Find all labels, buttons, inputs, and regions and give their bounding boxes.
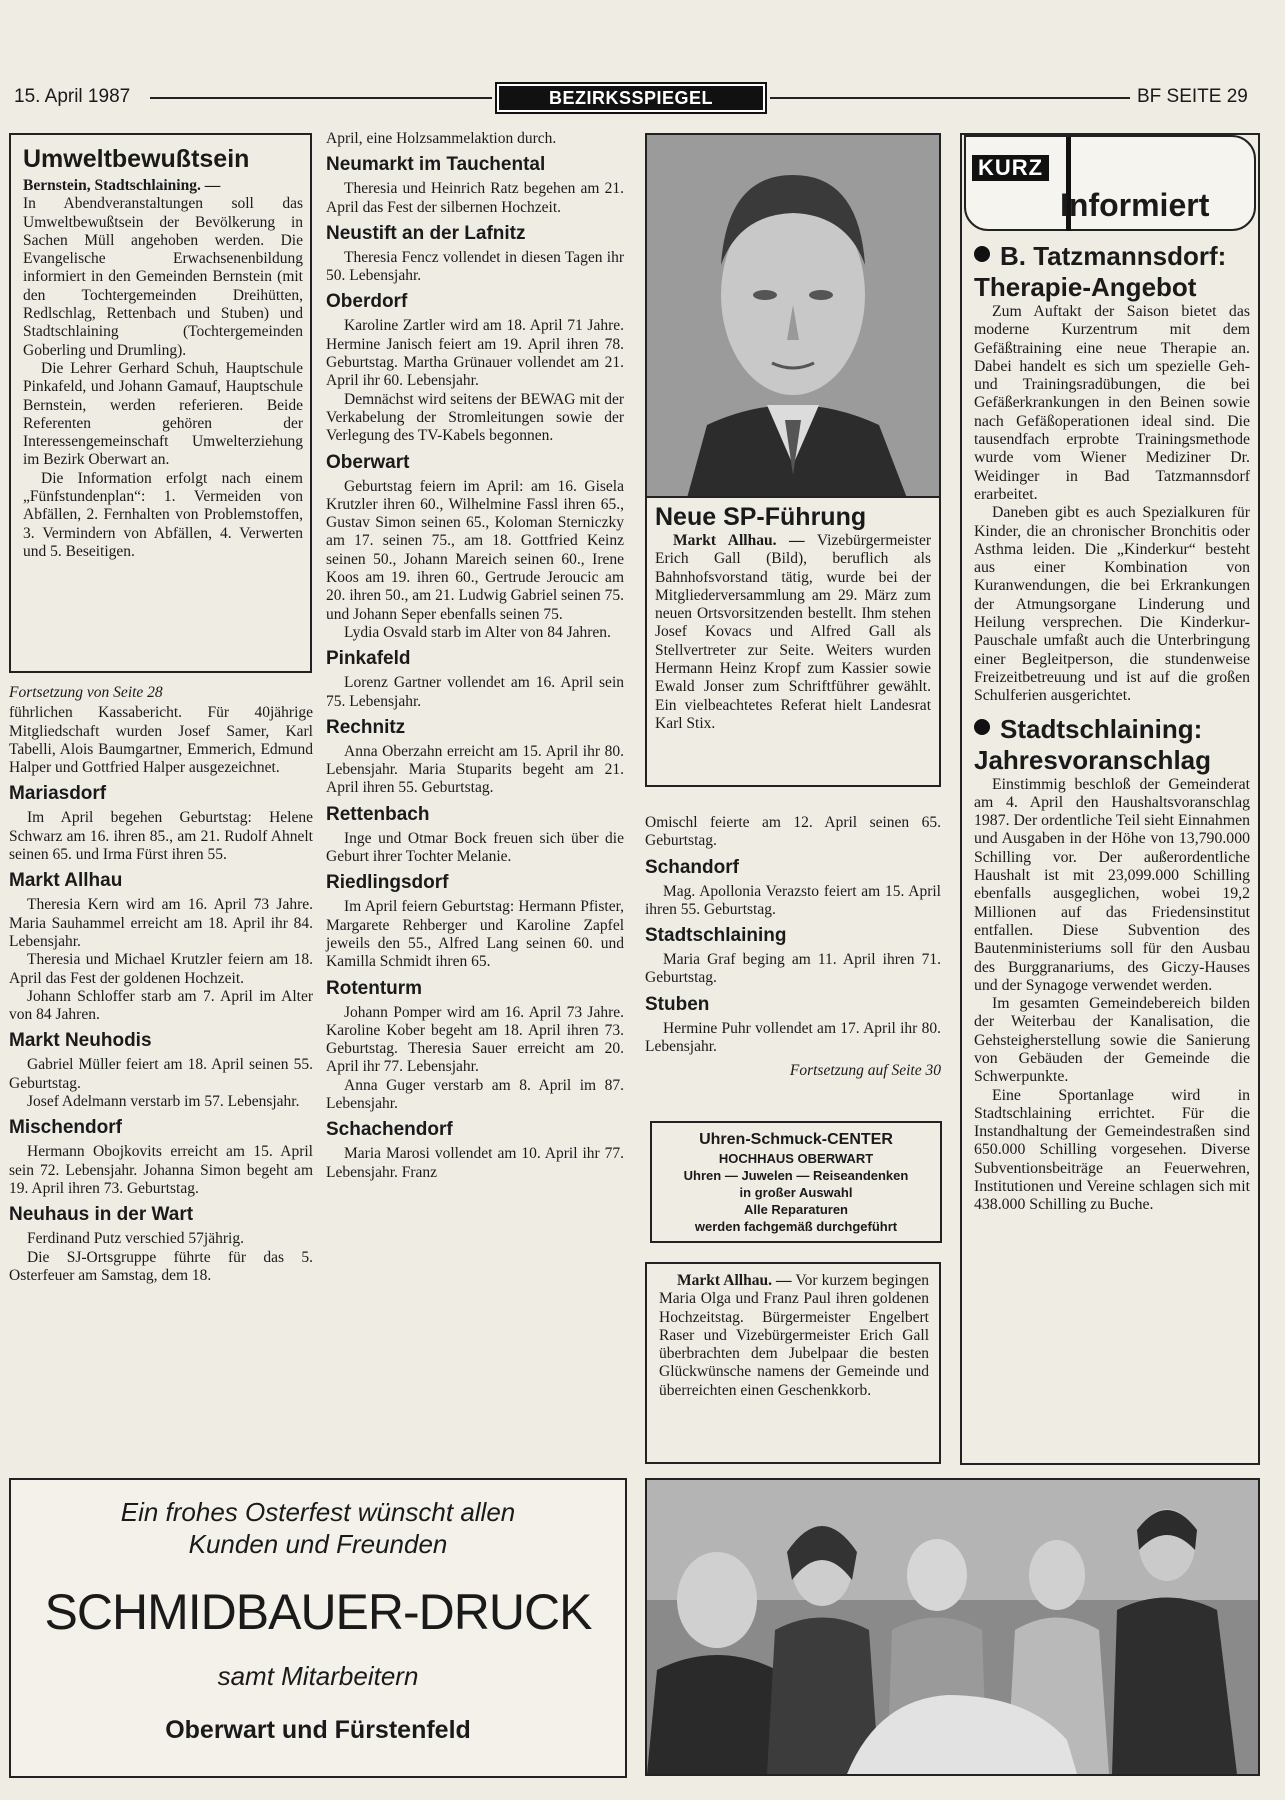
kurz-s1-title-2: Therapie-Angebot xyxy=(974,272,1197,302)
group-photo xyxy=(645,1478,1260,1776)
section-heading-schachendorf: Schachendorf xyxy=(326,1119,453,1141)
section-paragraph: Im April feiern Geburtstag: Hermann Pfister, Margarete Rehberger und Karoline Zapfel jeweils den 55., Alfred Lang seinen 60. und Kamilla Schmidt ihren 65. xyxy=(326,898,624,971)
uhren-ad-line: HOCHHAUS OBERWART xyxy=(718,1151,874,1166)
uhren-ad-line: Alle Reparaturen xyxy=(743,1202,849,1217)
uhren-ad-title: Uhren-Schmuck-CENTER xyxy=(699,1131,893,1148)
section-paragraph: Theresia und Michael Krutzler feiern am 18. April das Fest der goldenen Hochzeit. xyxy=(9,951,313,987)
section-paragraph: Die SJ-Ortsgruppe führte für das 5. Osterfeuer am Samstag, dem 18. xyxy=(9,1248,313,1284)
kurz-s1-body xyxy=(974,303,1250,706)
section-paragraph: Anna Oberzahn erreicht am 15. April ihr 80. Lebensjahr. Maria Stuparits begeht am 21. April ihren 55. Geburtstag. xyxy=(326,742,624,797)
section-heading-stadtschlaining: Stadtschlaining xyxy=(645,925,787,947)
uhren-ad-line: werden fachgemäß durchgeführt xyxy=(694,1219,898,1234)
section-heading-schandorf: Schandorf xyxy=(645,856,739,878)
kurz-title: Informiert xyxy=(1060,187,1210,223)
sp-text: Vizebürgermeister Erich Gall (Bild), beruflich als Bahnhofsvorstand tätig, wurde bei der Mitgliederversammlung am 29. März zum neuen Ortsvorsitzenden bestellt. Ihm stehen Josef Kovacs und Alfred Gall als Stellvertreter zur Seite. Weiters wurden Hermann Heinz Kropf zum Kassier sowie Ewald Jonser zum Schriftführer gewählt. Ein vielbeachtetes Referat hielt Landesrat Karl Stix. xyxy=(655,532,931,732)
uhren-ad xyxy=(650,1121,942,1243)
kurz-paragraph: Im gesamten Gemeindebereich bilden der Weiterbau der Kanalisation, die Gehsteigherstellung sowie die Sanierung von Gebäuden der Gemeinde die Schwerpunkte. xyxy=(974,995,1250,1086)
uhren-ad-line: in großer Auswahl xyxy=(739,1185,853,1200)
header-rule-left xyxy=(150,97,492,99)
section-heading-rotenturm: Rotenturm xyxy=(326,977,423,999)
kurz-paragraph: Daneben gibt es auch Spezialkuren für Kinder, die an chronischer Bronchitis oder Asthma leiden. Die „Kinderkur“ besteht aus einer Kombination von Kuranwendungen, die bei Erkrankungen der Atmungsorgane Linderung und Heilung versprechen. Die Kinderkur-Pauschale umfaßt auch die Unterbringung einer Begleitperson, die stundenweise Freizeitbetreuung und ist auf die großen Schulferien ausgerichtet. xyxy=(974,504,1250,705)
section-heading-oberdorf: Oberdorf xyxy=(326,291,408,313)
group-photo-figures xyxy=(647,1480,1258,1774)
umwelt-lead: Bernstein, Stadtschlaining. — xyxy=(23,177,221,194)
kurz-s2-heading xyxy=(974,714,1250,776)
section-heading-neumarkt: Neumarkt im Tauchental xyxy=(326,154,546,176)
section-heading-stuben: Stuben xyxy=(645,993,710,1015)
section-paragraph: Ferdinand Putz verschied 57jährig. xyxy=(27,1230,244,1248)
bullet-icon xyxy=(974,246,990,262)
continued-to: Fortsetzung auf Seite 30 xyxy=(789,1062,941,1080)
section-paragraph: Mag. Apollonia Verazsto feiert am 15. April ihren 55. Geburtstag. xyxy=(645,882,941,918)
ad-brand: SCHMIDBAUER-DRUCK xyxy=(44,1584,592,1640)
bullet-icon xyxy=(974,719,990,735)
kurz-s2-title-2: Jahresvoranschlag xyxy=(974,744,1212,775)
sp-article-box xyxy=(645,133,941,787)
kurz-s2-body xyxy=(974,776,1250,1215)
section-paragraph: Theresia Kern wird am 16. April 73 Jahre. Maria Sauhammel erreicht am 18. April ihr 84. Lebensjahr. xyxy=(9,896,313,950)
sp-title: Neue SP-Führung xyxy=(655,503,867,531)
kurz-informiert-box xyxy=(960,133,1260,1465)
section-paragraph: Inge und Otmar Bock freuen sich über die Geburt ihrer Tochter Melanie. xyxy=(326,829,624,866)
section-paragraph: Theresia und Heinrich Ratz begehen am 21. April das Fest der silbernen Hochzeit. xyxy=(326,180,624,216)
kurz-paragraph: Einstimmig beschloß der Gemeinderat am 4. April den Haushaltsvoranschlag 1987. Der ordentliche Teil sieht Einnahmen und Ausgaben in der Höhe von 13,790.000 Schilling vor. Der außerordentliche Haushalt ist mit 23,099.000 Schilling ebenfalls ausgeglichen, wobei 19,2 Millionen auf das Friedensinstitut entfallen. Diese Subvention des Bautenministeriums soll für den Ausbau des Burggranariums, des Giczy-Hauses und der Synagoge verwendet werden. xyxy=(974,775,1250,994)
column-3 xyxy=(645,814,941,1081)
section-paragraph: Karoline Zartler wird am 18. April 71 Jahre. Hermine Janisch feiert am 19. April ihren 78. Geburtstag. Martha Grünauer vollendet am 21. April ihr 60. Lebensjahr. xyxy=(326,317,624,390)
umwelt-title: Umweltbewußtsein xyxy=(23,145,250,173)
section-paragraph: Geburtstag feiern im April: am 16. Gisela Krutzler ihren 60., Wilhelmine Fassl ihren 65., Gustav Simon seinen 65., Koloman Sterniczky am 17. seinen 75., am 18. Gottfried Keinz seinen 50., Johann Mareich seinen 60., Irene Koos am 19. ihren 60., Gertrude Jeroucic am 20. ihren 50., am 21. Ludwig Gabriel seinen 75. und Johann Seper ebenfalls seinen 75. xyxy=(326,477,624,623)
umwelt-body xyxy=(23,177,303,561)
section-heading-neustift: Neustift an der Lafnitz xyxy=(326,222,526,244)
section-title: BEZIRKSSPIEGEL xyxy=(499,86,763,110)
section-heading-mischendorf: Mischendorf xyxy=(9,1117,122,1139)
section-heading-mariasdorf: Mariasdorf xyxy=(9,783,107,805)
column-1 xyxy=(9,684,313,1285)
column-2 xyxy=(326,130,624,1182)
section-banner xyxy=(495,82,767,114)
header-date: 15. April 1987 xyxy=(14,86,131,107)
hochzeit-lead: Markt Allhau. — xyxy=(677,1272,792,1289)
kurz-paragraph: Eine Sportanlage wird in Stadtschlaining errichtet. Für die Instandhaltung der Gemeindestraßen sind 650.000 Schilling vorgesehen. Diverse Subventionsbeiträge an Feuerwehren, Institutionen und Vereine schlagen sich mit 438.000 Schilling zu Buche. xyxy=(974,1086,1250,1214)
hochzeit-body xyxy=(659,1272,929,1400)
section-paragraph: Lorenz Gartner vollendet am 16. April sein 75. Lebensjahr. xyxy=(326,674,624,710)
umwelt-article-box xyxy=(9,133,312,673)
section-paragraph: Josef Adelmann verstarb im 57. Lebensjahr. xyxy=(27,1093,300,1111)
section-heading-rettenbach: Rettenbach xyxy=(326,803,430,825)
section-paragraph: Hermine Puhr vollendet am 17. April ihr 80. Lebensjahr. xyxy=(645,1019,941,1056)
section-heading-oberwart: Oberwart xyxy=(326,451,410,473)
portrait-photo xyxy=(647,135,939,498)
section-paragraph: Maria Graf beging am 11. April ihren 71. Geburtstag. xyxy=(645,951,941,987)
umwelt-paragraph: Die Lehrer Gerhard Schuh, Hauptschule Pinkafeld, und Johann Gamauf, Hauptschule Bernstein, werden referieren. Beide Referenten gehören der Interessengemeinschaft Umwelterziehung im Bezirk Oberwart an. xyxy=(23,359,303,469)
uhren-ad-line: Uhren — Juwelen — Reiseandenken xyxy=(683,1168,909,1183)
section-heading-pinkafeld: Pinkafeld xyxy=(326,648,411,670)
page-number: BF SEITE 29 xyxy=(1137,86,1248,107)
section-heading-markt-allhau: Markt Allhau xyxy=(9,870,123,892)
hochzeit-article-box xyxy=(645,1262,941,1464)
kurz-s1-title-1: B. Tatzmannsdorf: xyxy=(1000,241,1227,271)
portrait-figure xyxy=(647,135,939,498)
continued-from: Fortsetzung von Seite 28 xyxy=(9,684,163,701)
schmidbauer-ad xyxy=(9,1478,627,1778)
umwelt-paragraph: Die Information erfolgt nach einem „Fünfstundenplan“: 1. Vermeiden von Abfällen, 2. Fernhalten von Problemstoffen, 3. Vermindern von Abfällen, 4. Verwerten und 5. Beseitigen. xyxy=(23,469,303,560)
section-paragraph: Lydia Osvald starb im Alter von 84 Jahren. xyxy=(344,623,611,641)
kurz-header xyxy=(964,135,1256,231)
col3-intro: Omischl feierte am 12. April seinen 65. Geburtstag. xyxy=(645,814,941,850)
section-paragraph: Demnächst wird seitens der BEWAG mit der Verkabelung der Stromleitungen sowie der Verlegung des TV-Kabels begonnen. xyxy=(326,390,624,445)
col2-intro: April, eine Holzsammelaktion durch. xyxy=(326,130,557,147)
section-paragraph: Theresia Fencz vollendet in diesen Tagen ihr 50. Lebensjahr. xyxy=(326,248,624,285)
section-paragraph: Johann Schloffer starb am 7. April im Alter von 84 Jahren. xyxy=(9,987,313,1024)
ad-greeting-line: Ein frohes Osterfest wünscht allen xyxy=(120,1497,516,1527)
section-heading-neuhaus: Neuhaus in der Wart xyxy=(9,1204,194,1226)
section-heading-markt-neuhodis: Markt Neuhodis xyxy=(9,1030,152,1052)
kurz-paragraph: Zum Auftakt der Saison bietet das moderne Kurzentrum mit dem Gefäßtraining eine neue Therapie an. Dabei handelt es sich um spezielle Geh- und Trainingsradübungen, die bei Gefäßerkrankungen in den Beinen sowie nach Gefäßoperationen ideal sind. Die tausendfach erprobte Trainingsmethode wurde vom Wiener Mediziner Dr. Weidinger in Bad Tatzmannsdorf erarbeitet. xyxy=(974,303,1250,503)
sp-lead: Markt Allhau. — xyxy=(673,532,805,549)
ad-greeting-line: Kunden und Freunden xyxy=(188,1529,448,1559)
col1-intro: führlichen Kassabericht. Für 40jährige Mitgliedschaft wurden Josef Samer, Karl Tabelli, Alois Baumgartner, Emmerich, Edmund Halper und Gottfried Halper ausgezeichnet. xyxy=(9,704,313,777)
kurz-s2-title-1: Stadtschlaining: xyxy=(1000,713,1203,744)
section-paragraph: Hermann Obojkovits erreicht am 15. April sein 72. Lebensjahr. Johanna Simon begeht am 19. April ihren 73. Geburtstag. xyxy=(9,1143,313,1197)
section-paragraph: Im April begehen Geburtstag: Helene Schwarz am 16. ihren 85., am 21. Rudolf Ahnelt seinen 65. und Irma Fürst ihren 55. xyxy=(9,809,313,864)
section-paragraph: Anna Guger verstarb am 8. April im 87. Lebensjahr. xyxy=(326,1076,624,1112)
sp-body xyxy=(655,532,931,733)
section-paragraph: Gabriel Müller feiert am 18. April seinen 55. Geburtstag. xyxy=(9,1056,313,1092)
hochzeit-text: Vor kurzem begingen Maria Olga und Franz Paul ihren goldenen Hochzeitstag. Bürgermeister Engelbert Raser und Vizebürgermeister Erich Gall überbrachten dem Jubelpaar die besten Glückwünsche namens der Gemeinde und überreichten einen Geschenkkorb. xyxy=(659,1272,929,1399)
section-heading-riedlingsdorf: Riedlingsdorf xyxy=(326,872,449,894)
ad-greeting-line: samt Mitarbeitern xyxy=(217,1661,419,1691)
kurz-badge: KURZ xyxy=(972,155,1049,181)
section-paragraph: Johann Pomper wird am 16. April 73 Jahre. Karoline Kober begeht am 18. April ihren 73. Geburtstag. Theresia Sauer erreicht am 20. April ihr 77. Lebensjahr. xyxy=(326,1003,624,1076)
umwelt-paragraph: In Abendveranstaltungen soll das Umweltbewußtsein der Bevölkerung in Sachen Müll angehoben werden. Die Evangelische Erwachsenenbildung informiert in den Gemeinden Bernstein (mit den Tochtergemeinden Dreihütten, Redlschlag, Rettenbach und Stuben) und Stadtschlaining (Tochtergemeinden Goberling und Drumling). xyxy=(23,195,303,359)
section-paragraph: Maria Marosi vollendet am 10. April ihr 77. Lebensjahr. Franz xyxy=(326,1145,624,1181)
ad-locations: Oberwart und Fürstenfeld xyxy=(165,1716,471,1744)
header-rule-right xyxy=(770,97,1130,99)
section-heading-rechnitz: Rechnitz xyxy=(326,716,406,738)
kurz-s1-heading xyxy=(974,241,1250,303)
